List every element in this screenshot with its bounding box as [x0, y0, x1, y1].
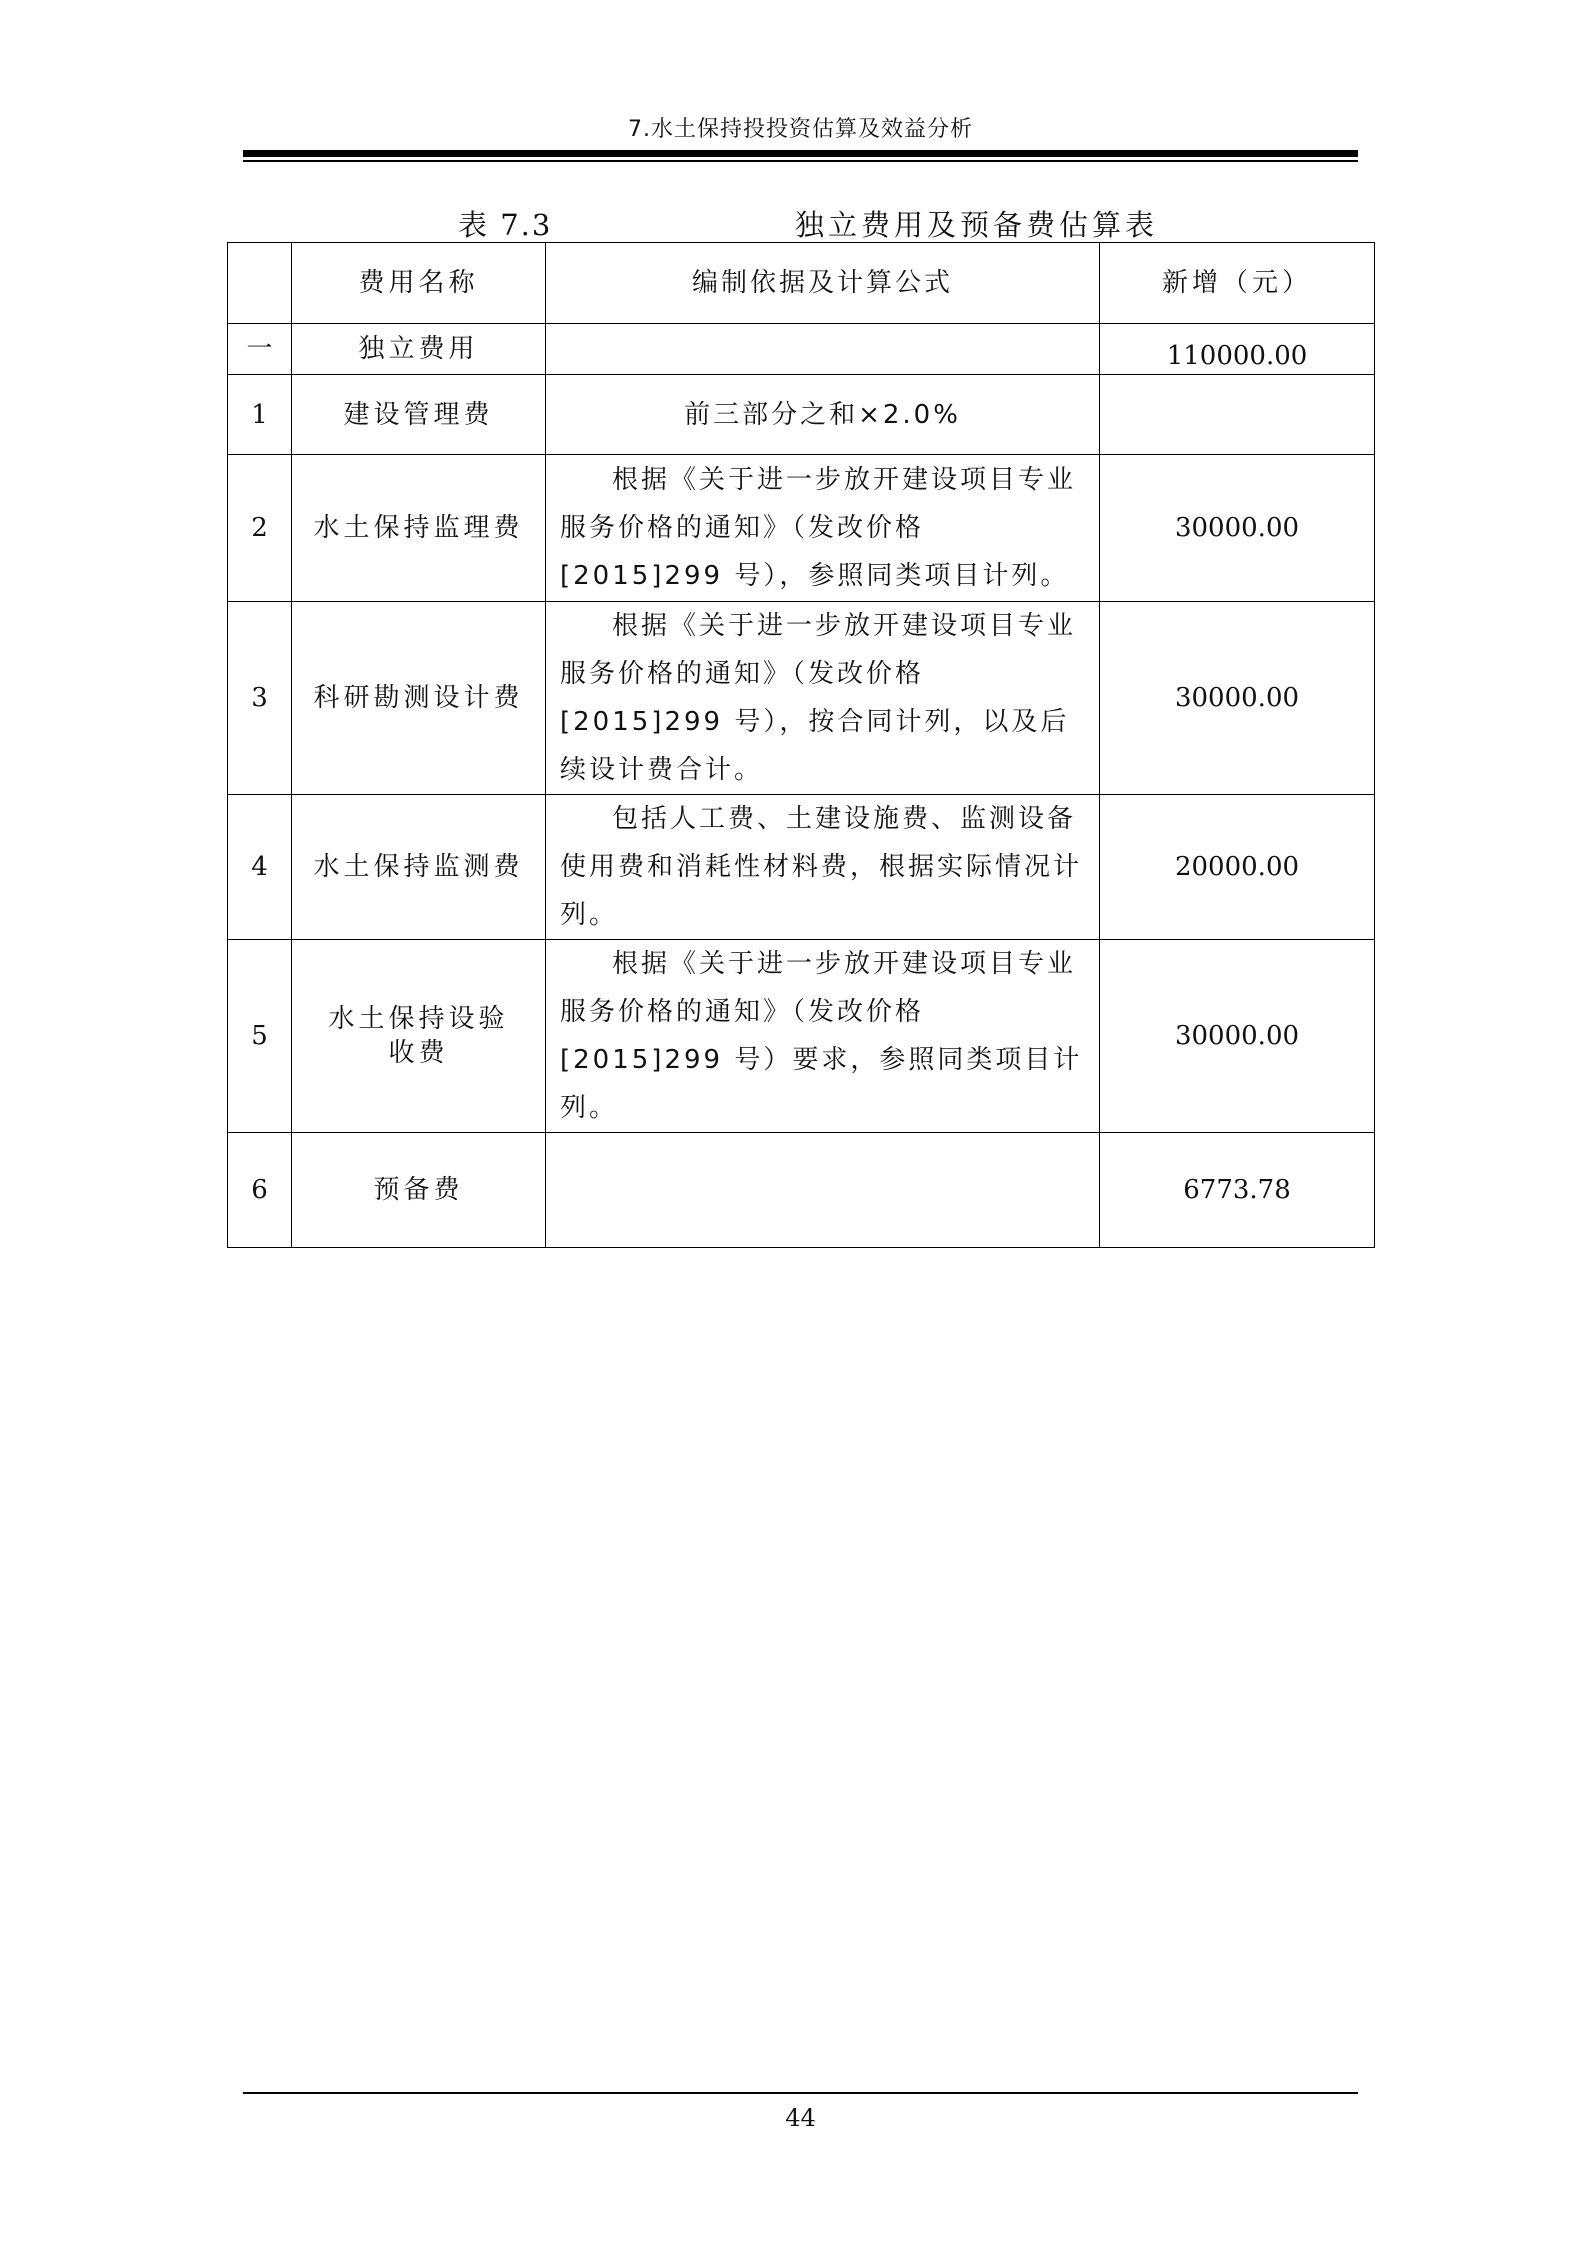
- row-amount-cell: 110000.00: [1100, 324, 1375, 375]
- header-rule-thick: [243, 150, 1358, 157]
- header-basis-cell: 编制依据及计算公式: [546, 243, 1100, 324]
- header-rule-thin: [243, 160, 1358, 162]
- row-basis-cell: 根据《关于进一步放开建设项目专业服务价格的通知》（发改价格[2015]299 号），参照同类项目计列。: [560, 465, 1077, 591]
- header-amount-cell: 新增（元）: [1100, 243, 1375, 324]
- page-number: 44: [785, 2104, 816, 2132]
- table-title: 独立费用及预备费估算表: [795, 208, 1159, 242]
- table-row: [228, 375, 1375, 455]
- table-row: [228, 1133, 1375, 1248]
- row-amount-cell: 6773.78: [1100, 1133, 1375, 1248]
- cost-estimate-table: [227, 242, 1375, 1248]
- table-row: [228, 602, 1375, 795]
- row-index-cell: 5: [228, 940, 292, 1133]
- row-basis-cell: 根据《关于进一步放开建设项目专业服务价格的通知》（发改价格[2015]299 号），按合同计列，以及后续设计费合计。: [560, 611, 1077, 785]
- table-header-row: [228, 243, 1375, 324]
- row-amount-cell: 30000.00: [1100, 940, 1375, 1133]
- table-row: [228, 455, 1375, 602]
- row-name-cell: 水土保持监测费: [292, 795, 546, 940]
- row-amount-cell: 30000.00: [1100, 602, 1375, 795]
- row-name-cell: 预备费: [292, 1133, 546, 1248]
- row-index-cell: 一: [228, 324, 292, 375]
- row-name-cell: 科研勘测设计费: [292, 602, 546, 795]
- row-name-cell: 水土保持设验收费: [292, 940, 546, 1133]
- table-number: 表 7.3: [458, 208, 553, 242]
- row-basis-cell: [546, 324, 1100, 375]
- footer-rule: [243, 2092, 1358, 2094]
- running-header: 7.水土保持投投资估算及效益分析: [628, 117, 973, 142]
- row-name-cell: 水土保持监理费: [292, 455, 546, 602]
- header-index-cell: [228, 243, 292, 324]
- row-amount-cell: 30000.00: [1100, 455, 1375, 602]
- header-name-cell: 费用名称: [292, 243, 546, 324]
- row-index-cell: 2: [228, 455, 292, 602]
- table-row: [228, 795, 1375, 940]
- row-basis-cell: [546, 1133, 1100, 1248]
- row-index-cell: 3: [228, 602, 292, 795]
- row-name-cell: 独立费用: [292, 324, 546, 375]
- row-amount-cell: 20000.00: [1100, 795, 1375, 940]
- row-index-cell: 1: [228, 375, 292, 455]
- row-amount-cell: [1100, 375, 1375, 455]
- table-row: [228, 324, 1375, 375]
- row-index-cell: 6: [228, 1133, 292, 1248]
- row-basis-cell: 包括人工费、土建设施费、监测设备使用费和消耗性材料费，根据实际情况计列。: [560, 804, 1083, 930]
- row-basis-cell: 前三部分之和×2.0%: [546, 375, 1100, 455]
- table-row: [228, 940, 1375, 1133]
- row-name-cell: 建设管理费: [292, 375, 546, 455]
- row-basis-cell: 根据《关于进一步放开建设项目专业服务价格的通知》（发改价格[2015]299 号）要求，参照同类项目计列。: [560, 949, 1083, 1123]
- row-index-cell: 4: [228, 795, 292, 940]
